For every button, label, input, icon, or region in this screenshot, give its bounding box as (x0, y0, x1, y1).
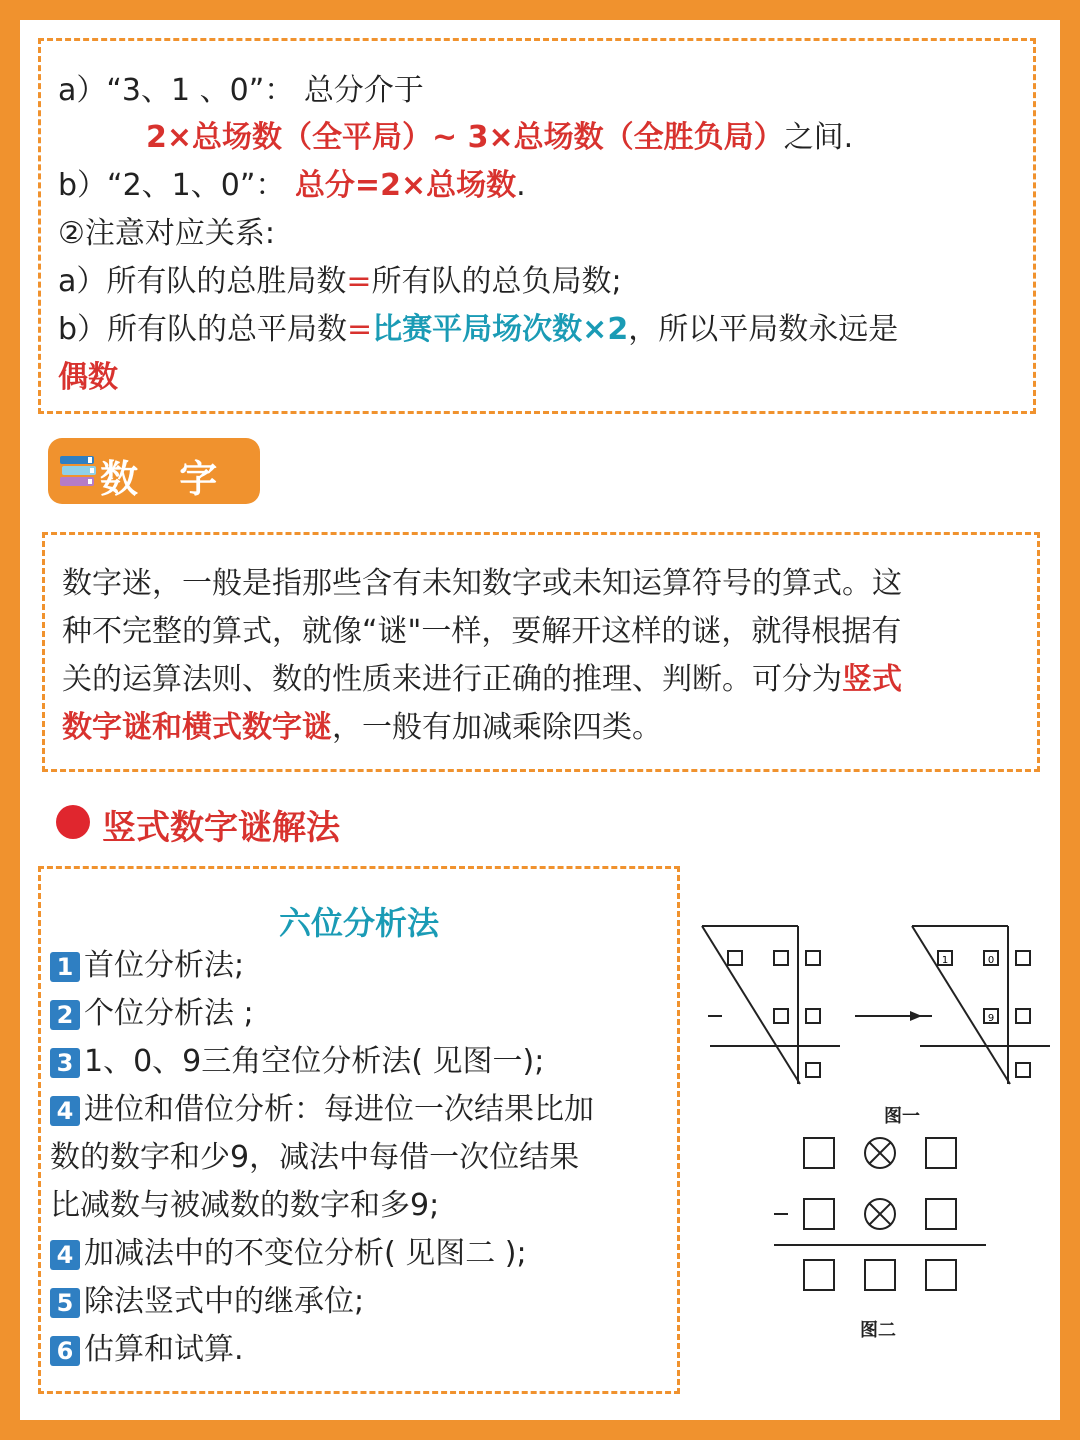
relation-b-tail: ，所以平局数永远是 (628, 312, 899, 347)
rule-a-range-line (146, 118, 853, 158)
method-item-text: 个位分析法 ; (84, 996, 254, 1031)
rule-b-formula: 总分=2×总场数 (294, 168, 517, 203)
figure-one-caption: 图一 (884, 1106, 920, 1127)
number-badge-icon: 4 (50, 1096, 80, 1126)
method-item (50, 1326, 244, 1374)
relation-a-left: a）所有队的总胜局数 (58, 264, 347, 299)
fig1-digit-1: 1 (941, 955, 949, 966)
method-item (50, 1182, 439, 1230)
figure-one-diagram (700, 916, 1060, 1116)
intro-line-4-highlight: 数字谜和横式数字谜 (62, 710, 332, 745)
intro-line-2-text: 种不完整的算式，就像“谜"一样，要解开这样的谜，就得根据有 (62, 614, 902, 649)
intro-line-1 (62, 560, 902, 608)
rule-a-range-tail: 之间. (783, 120, 854, 155)
books-icon (58, 452, 98, 492)
relation-b-equals: = (347, 312, 373, 347)
intro-line-4-text: ，一般有加减乘除四类。 (332, 710, 662, 745)
method-item (50, 1038, 544, 1086)
intro-line-4 (62, 704, 662, 752)
section-heading (48, 438, 260, 556)
rule-b-tail: . (516, 168, 526, 203)
intro-line-2 (62, 608, 901, 656)
number-badge-icon: 6 (50, 1336, 80, 1366)
method-item (50, 1278, 364, 1326)
fig1-digit-0: 0 (987, 955, 995, 966)
intro-line-1-text: 数字迷，一般是指那些含有未知数字或未知运算符号的算式。这 (62, 566, 902, 601)
figure-one-left (702, 926, 840, 1084)
method-item (50, 990, 254, 1038)
red-dot-icon (56, 805, 90, 839)
method-item-text: 数的数字和少9，减法中每借一次位结果 (50, 1140, 580, 1175)
rule-b-line (58, 166, 526, 206)
relation-b-line (58, 310, 898, 350)
note-title (58, 214, 275, 254)
figure-two-diagram (768, 1132, 1008, 1312)
relation-b-even-text: 偶数 (58, 360, 118, 395)
method-item-text: 估算和试算. (84, 1332, 244, 1367)
number-badge-icon: 5 (50, 1288, 80, 1318)
method-item (50, 1230, 527, 1278)
relation-b-highlight: 比赛平局场次数×2 (372, 312, 629, 347)
page (20, 20, 1060, 1420)
intro-line-3-text: 关的运算法则、数的性质来进行正确的推理、判断。可分为 (62, 662, 842, 697)
methods-title: 六位分析法 (278, 904, 439, 942)
number-badge-icon: 2 (50, 1000, 80, 1030)
method-item (50, 942, 244, 990)
number-badge-icon: 3 (50, 1048, 80, 1078)
subsection-title: 竖式数字谜解法 (102, 808, 340, 848)
rule-a-line (58, 71, 424, 111)
fig1-digit-9: 9 (987, 1013, 995, 1024)
method-item-text: 进位和借位分析：每进位一次结果比加 (84, 1092, 594, 1127)
rule-a-suffix: 总分介于 (303, 73, 424, 108)
relation-b-even (58, 358, 118, 398)
note-title-text: ②注意对应关系: (58, 216, 276, 251)
method-item (50, 1086, 594, 1134)
method-item-text: 首位分析法; (84, 948, 245, 983)
figure-two-caption: 图二 (860, 1320, 896, 1341)
method-item-text: 除法竖式中的继承位; (84, 1284, 365, 1319)
method-item-text: 加减法中的不变位分析( 见图二 ); (84, 1236, 527, 1271)
rule-b-prefix: b）“2、1、0”： (58, 168, 286, 203)
rule-a-prefix: a）“3、1 、0”： (58, 73, 295, 108)
relation-b-left: b）所有队的总平局数 (58, 312, 348, 347)
method-item-text: 1、0、9三角空位分析法( 见图一); (84, 1044, 545, 1079)
rule-a-range: 2×总场数（全平局）~ 3×总场数（全胜负局） (146, 120, 784, 155)
method-item (50, 1134, 579, 1182)
relation-a-right: 所有队的总负局数; (371, 264, 622, 299)
method-item-text: 比减数与被减数的数字和多9; (50, 1188, 440, 1223)
intro-line-3-highlight: 竖式 (842, 662, 902, 697)
relation-a-line (58, 262, 622, 302)
section-title: 数 字 谜 (100, 457, 232, 556)
relation-a-equals: = (346, 264, 372, 299)
intro-line-3 (62, 656, 902, 704)
number-badge-icon: 4 (50, 1240, 80, 1270)
figure-one-right (912, 926, 1050, 1084)
number-badge-icon: 1 (50, 952, 80, 982)
